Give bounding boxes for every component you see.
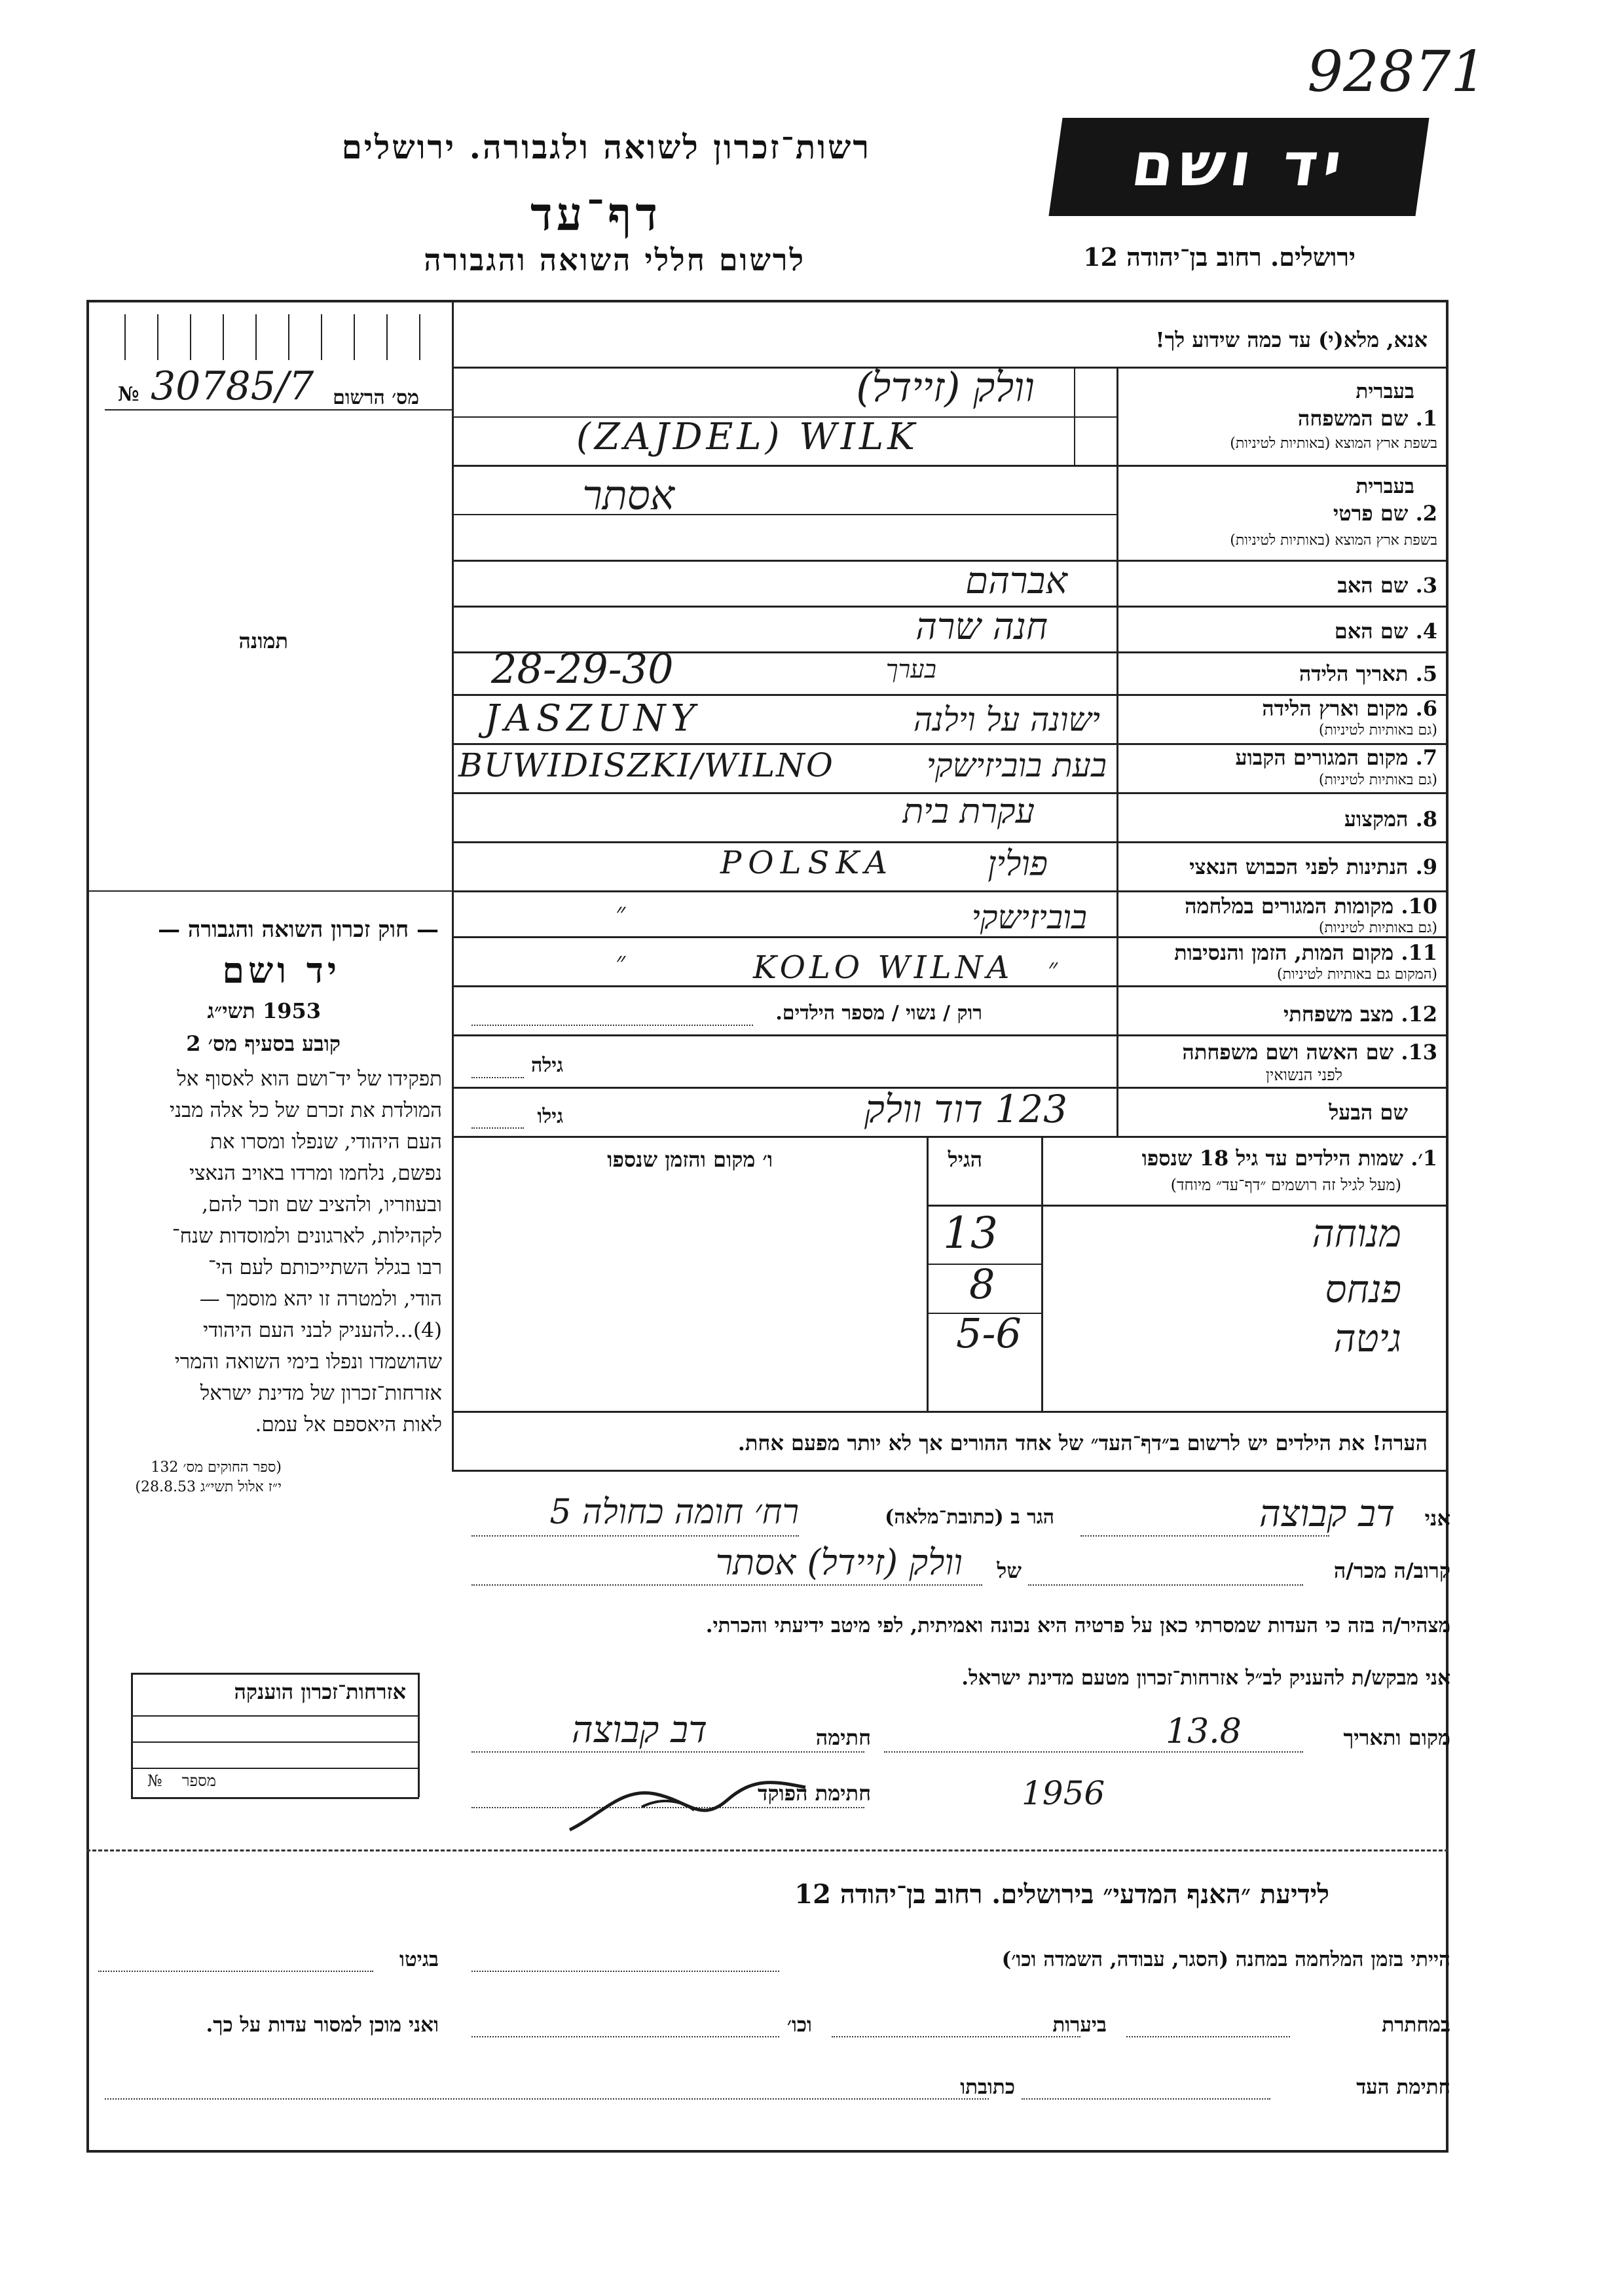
registration-no-mark: № [118,383,139,406]
latin-hebrew-divider [1074,367,1075,465]
f9-label: 9. הנתינות לפני הכבוש הנאצי [1189,854,1437,879]
certificate-no-mark: № [147,1772,162,1790]
row-rule [452,890,1447,892]
footer-line2-c: וכו׳ [786,2013,812,2037]
f11-value-mark-2: ״ [1048,953,1058,983]
signature-value: דב קבוצה [571,1709,707,1751]
footer-underground-line [1126,2036,1290,2037]
f1-hebrew-tag: בעברית [1356,380,1414,403]
officer-signature-scrawl [563,1768,812,1840]
husband-label: שם הבעל [1329,1100,1408,1125]
f10-label: 10. מקומות המגורים במלחמה [1185,894,1437,919]
f11-sub: (המקום גם באותיות לטיניות) [1277,966,1437,983]
f4-value: חנה שרה [915,606,1048,648]
statement: מצהיר/ה בזה כי העדות שמסרתי כאן על פרטיה היא נכונה ואמיתית, לפי מיטב ידיעתי והכרתי. [705,1614,1450,1637]
label-divider [1116,367,1118,1136]
row-rule [452,1136,1447,1138]
frame-bottom [86,2150,1449,2153]
law-year: 1953 תשי״ג [207,998,321,1023]
dashed-separator [86,1850,1449,1851]
f7-label: 7. מקום המגורים הקבוע [1235,745,1437,770]
f11-value-latin: KOLO WILNA [753,949,1014,986]
law-text-line: (4)...להעניק לבני העם היהודי [203,1319,442,1342]
address-line [471,1535,799,1537]
f1-value-latin: (ZAJDEL) WILK [576,416,919,458]
reg-tick [321,314,322,360]
footer-line2-b: ביערות [1052,2013,1107,2037]
footer-address-line [105,2098,989,2100]
cert-box-left [131,1673,133,1797]
f2-label: 2. שם פרטי [1333,501,1437,526]
f11-label: 11. מקום המות, הזמן והנסיבות [1174,940,1437,965]
law-reference: (ספר החוקים מס׳ 132 [151,1459,282,1476]
children-header-names-sub: (מעל לגיל זה רושמים ״דף־עד״ מיוחד) [1170,1176,1401,1194]
logo-text: יד ושם [1127,130,1352,200]
request: אני מבקש/ת להעניק לב״ל אזרחות־זכרון מטעם מדינת ישראל. [961,1666,1450,1690]
f8-value: עקרת בית [902,792,1035,831]
reg-tick [157,314,158,360]
f8-label: 8. המקצוע [1344,807,1437,831]
note-top-rule [452,1411,1447,1413]
child-age: 5-6 [956,1309,1022,1357]
f5-label: 5. תאריך הלידה [1299,661,1437,686]
footer-line1-b: בגיטו [399,1948,439,1971]
law-text-line: תפקידו של יד־ושם הוא לאסוף אל [177,1067,442,1091]
reg-tick [255,314,257,360]
instruction: אנא, מלא(י) עד כמה שידוע לך! [1155,327,1428,352]
authority-name: רשות־זכרון לשואה ולגבורה. ירושלים [341,128,871,166]
law-text-line: אזרחות־זכרון של מדינת ישראל [200,1381,442,1405]
footer-line3-b: כתובתו [960,2075,1015,2099]
residing-label: הגר ב (כתובת־מלאה) [885,1506,1054,1529]
children-col-divider [927,1136,929,1411]
registration-label: מס׳ הרשום [333,386,419,409]
relative-line [1028,1584,1303,1586]
law-text-line: רבו בגלל השתייכותם לעם הי־ [208,1256,442,1279]
footer-witness-sign-line [1022,2098,1270,2100]
law-text-line: לקהילות, לארגונים ולמוסדות שנח־ [172,1224,442,1248]
reg-tick [354,314,355,360]
f2-value-hebrew: אסתר [582,471,674,519]
law-text-line: העם היהודי, שנפלו ומסרו את [210,1130,442,1154]
footer-line2-a: במחתרת [1382,2013,1450,2037]
address: ירושלים. רחוב בן־יהודה 12 [1083,242,1356,272]
row-rule [452,936,1447,938]
place-date-label: מקום ותאריך [1343,1725,1450,1750]
law-text-line: ובעוזריו, ולהציב שם וזכר להם, [202,1193,442,1216]
footer-title: לידיעת ״האנף המדעי״ בירושלים. רחוב בן־יהודה 12 [794,1879,1329,1910]
f10-value-mark: ״ [616,898,626,928]
row-rule [452,560,1447,562]
f1-sub: בשפת ארץ המוצא (באותיות לטיניות) [1230,435,1437,452]
law-text-line: שהושמדו ונפלו בימי השואה והמרי [174,1350,442,1374]
f9-value-hebrew: פולין [987,845,1048,884]
child-name: פנחס [1325,1267,1401,1311]
f13-age-blank [471,1077,524,1078]
f10-sub: (גם באותיות לטיניות) [1318,920,1437,936]
children-header-names: 1׳. שמות הילדים עד גיל 18 שנספו [1141,1146,1437,1171]
address-value: רח׳ חומה כחולה 5 [549,1493,799,1532]
husband-value: 123 דוד וולק [864,1087,1067,1131]
footer-camp-line [471,1971,779,1972]
frame-right [1446,300,1449,2153]
cert-line [131,1715,419,1717]
children-col-divider [1041,1136,1043,1411]
law-text-line: לאות היאספם אל עמם. [255,1413,442,1436]
row-rule [452,514,1116,515]
f6-label: 6. מקום וארץ הלידה [1262,696,1437,721]
reg-tick [419,314,420,360]
law-clause: קובע בסעיף מס׳ 2 [186,1031,341,1056]
form-subtitle: לרשום חללי השואה והגבורה [424,242,805,278]
f7-value-latin: BUWIDISZKI/WILNO [458,746,834,784]
f1-value-hebrew: וולק (זיידל) [856,363,1035,411]
form-title: דף־עד [530,187,661,241]
signature-label: חתימה [815,1725,871,1750]
cert-box-bottom [131,1797,419,1799]
footer-forest-line [832,2036,1080,2037]
declarant-name: דב קבוצה [1259,1493,1395,1535]
f9-value-latin: POLSKA [720,845,894,881]
cert-line [131,1741,419,1743]
cert-box-right [418,1673,420,1797]
reg-tick [190,314,191,360]
f3-label: 3. שם האב [1337,573,1437,598]
row-rule [452,1034,1447,1036]
f4-label: 4. שם האם [1334,619,1437,644]
law-title: — חוק זכרון השואה והגבורה — [158,917,439,943]
reg-tick [288,314,289,360]
f13-age-label: גילה [530,1054,563,1077]
children-header-place: ו׳ מקום והזמן שנספו [607,1147,773,1172]
relative-label: קרוב/ה מכר/ה [1333,1558,1450,1583]
certificate-title: אזרחות־זכרון הוענקה [234,1679,406,1704]
frame-left [86,300,89,2153]
cert-line [131,1768,419,1769]
footer-line3-a: חתימת העד [1356,2075,1450,2099]
children-header-rule [927,1205,1447,1207]
of-label: של [997,1558,1022,1583]
law-text-line: הודי, ולמטרה זו יהא מוסמך — [199,1287,442,1311]
f3-value: אברהם [965,560,1067,602]
frame-top [86,300,1449,302]
row-rule [452,841,1447,843]
footer-line1-a: הייתי בזמן המלחמה במחנה (הסגר, עבודה, השמדה וכו׳) [1001,1948,1450,1971]
note-bottom-rule [452,1470,1447,1472]
husband-age-label: גילו [537,1105,563,1128]
footer-etc-line [471,2036,779,2037]
reg-tick [124,314,126,360]
signature-stroke [642,1801,694,1810]
declaration-i: אני [1424,1506,1450,1531]
archive-number: 92871 [1307,39,1486,105]
left-column-divider [452,300,454,1472]
registration-value: 30785/7 [151,363,314,409]
reg-tick [223,314,224,360]
f5-extra: בערך [885,655,936,683]
f6-sub: (גם באותיות לטיניות) [1318,722,1437,738]
law-text-line: המולדת את זכרם של כל אלה מבני [169,1099,442,1122]
signature-line [471,1751,864,1753]
reg-line [105,409,452,410]
f6-value-hebrew: ישונה על וילנה [913,701,1100,738]
place-date-value: 13.8 [1166,1712,1242,1751]
f10-value-hebrew: בוביזישקי [971,898,1087,936]
f13-sub: לפני הנשואין [1265,1066,1342,1084]
photo-box-bottom [86,890,452,892]
f12-label: 12. מצב משפחתי [1283,1002,1437,1027]
officer-signature-label: חתימת הפוקד [758,1781,871,1806]
f6-value-latin: JASZUNY [485,697,701,740]
f1-label: 1. שם המשפחה [1297,406,1437,431]
f12-blank [471,1025,753,1026]
footer-ghetto-line [98,1971,373,1972]
yad-vashem-logo [1048,118,1429,216]
f2-hebrew-tag: בעברית [1356,475,1414,498]
f12-options: רוק / נשוי / מספר הילדים. [775,1002,982,1025]
child-age: 13 [943,1208,998,1258]
place-date-line [884,1751,1303,1753]
child-name: גיטה [1333,1316,1401,1360]
f7-sub: (גם באותיות לטיניות) [1318,772,1437,788]
law-reference: י״ז אלול תשי״ג 28.8.53) [135,1479,282,1495]
cert-box-top [131,1673,419,1675]
child-name: מנוחה [1312,1211,1401,1256]
f7-value-hebrew: בעת בוביזישקי [926,746,1107,784]
declarant-name-line [1080,1535,1329,1537]
f13-label: 13. שם האשה ושם משפחתה [1182,1040,1437,1065]
year-value: 1956 [1022,1774,1105,1812]
f11-value-mark: ״ [616,947,626,977]
law-name: יד ושם [222,949,341,991]
f2-sub: בשפת ארץ המוצא (באותיות לטיניות) [1230,532,1437,549]
law-text-line: נפשם, נלחמו ומרדו באויב הנאצי [189,1161,442,1185]
note: הערה! את הילדים יש לרשום ב״דף־העד״ של אחד ההורים אך לא יותר מפעם אחת. [737,1430,1428,1455]
of-value: וולק (זיידל) אסתר [715,1542,963,1583]
footer-line2-d: ואני מוכן למסור עדות על כך. [206,2013,439,2037]
row-rule [452,465,1447,467]
certificate-number-label: מספר [181,1772,216,1790]
photo-label: תמונה [238,629,288,653]
of-line [471,1584,982,1586]
husband-age-blank [471,1127,524,1129]
f5-value: 28-29-30 [491,645,674,693]
child-age: 8 [969,1260,995,1308]
reg-tick [386,314,388,360]
children-header-age: הגיל [948,1147,982,1172]
